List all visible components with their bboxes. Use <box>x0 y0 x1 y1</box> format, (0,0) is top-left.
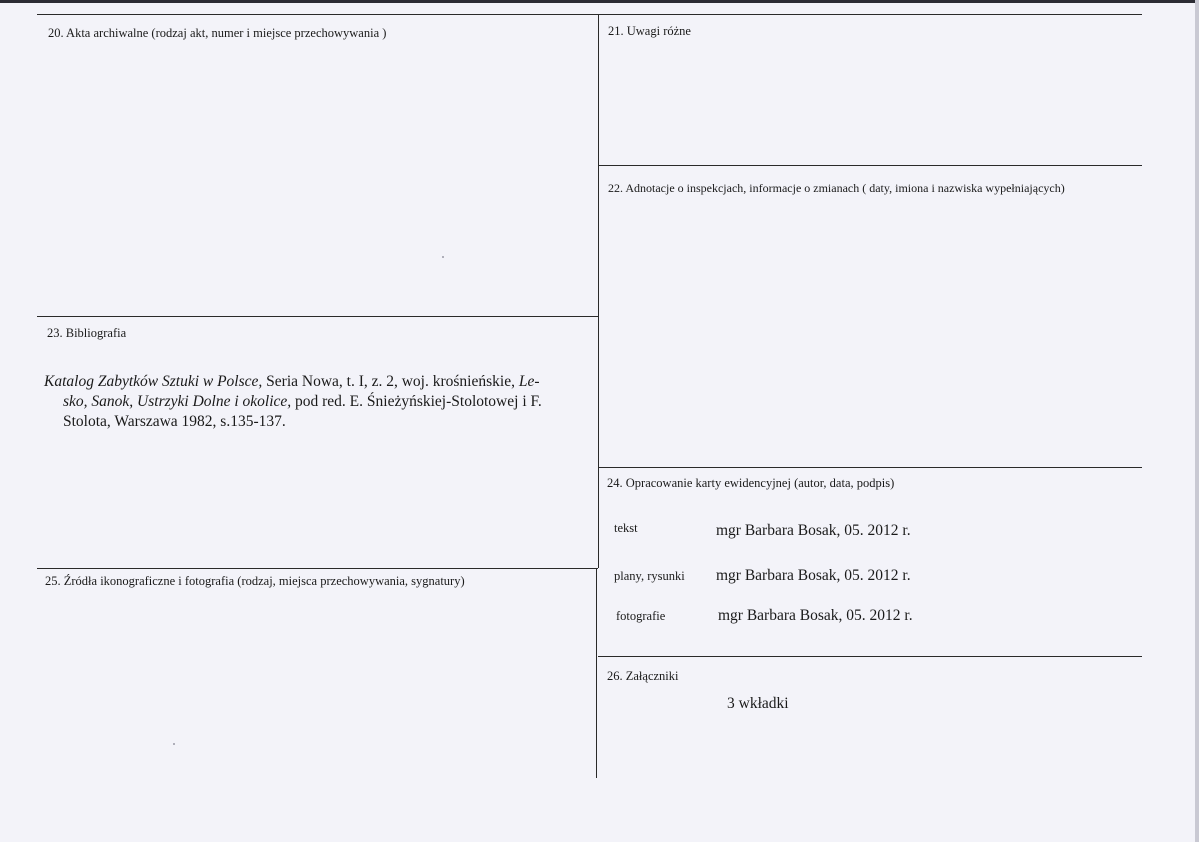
author-value-photos: mgr Barbara Bosak, 05. 2012 r. <box>718 607 913 624</box>
section-23-label: 23. Bibliografia <box>47 326 127 340</box>
author-value-plans: mgr Barbara Bosak, 05. 2012 r. <box>716 567 911 584</box>
divider-24-26 <box>598 656 1142 657</box>
section-26-label: 26. Załączniki <box>607 669 679 683</box>
scan-edge-top <box>0 0 1199 3</box>
lower-divider <box>596 568 597 778</box>
bibliography-entry <box>44 372 592 432</box>
bibliography-line-1 <box>44 372 592 392</box>
scan-speck <box>173 743 175 745</box>
bibliography-series: Seria Nowa, t. I, z. 2, woj. krośnieńskie, <box>262 373 519 390</box>
top-border-line <box>37 14 1142 15</box>
bibliography-place-a: Le- <box>518 373 540 390</box>
attachments-value: 3 wkładki <box>727 695 789 712</box>
bibliography-line-2 <box>44 392 592 412</box>
bibliography-place-b: sko, Sanok, Ustrzyki Dolne i okolice, <box>63 393 292 410</box>
bibliography-editors: pod red. E. Śnieżyńskiej-Stolotowej i F. <box>291 393 542 410</box>
center-divider <box>598 14 599 568</box>
bibliography-line-3: Stolota, Warszawa 1982, s.135-137. <box>63 413 286 430</box>
scan-speck <box>442 256 444 258</box>
author-role-text: tekst <box>614 521 638 535</box>
section-25-label: 25. Źródła ikonograficzne i fotografia (rodzaj, miejsca przechowywania, sygnatury) <box>45 574 465 588</box>
section-21-label: 21. Uwagi różne <box>608 24 691 38</box>
author-value-text: mgr Barbara Bosak, 05. 2012 r. <box>716 522 911 539</box>
section-22-label: 22. Adnotacje o inspekcjach, informacje o zmianach ( daty, imiona i nazwiska wypełniających) <box>608 181 1065 195</box>
section-24-label: 24. Opracowanie karty ewidencyjnej (autor, data, podpis) <box>607 476 895 490</box>
author-role-photos: fotografie <box>616 609 666 623</box>
divider-23-25 <box>37 568 598 569</box>
divider-22-24 <box>598 467 1142 468</box>
section-20-label: 20. Akta archiwalne (rodzaj akt, numer i miejsce przechowywania ) <box>48 26 387 40</box>
author-role-plans: plany, rysunki <box>614 569 685 583</box>
divider-20-23 <box>37 316 598 317</box>
divider-21-22 <box>598 165 1142 166</box>
scan-edge-bottom <box>0 842 1199 850</box>
bibliography-title: Katalog Zabytków Sztuki w Polsce, <box>44 373 263 390</box>
scan-edge-right <box>1195 0 1199 842</box>
